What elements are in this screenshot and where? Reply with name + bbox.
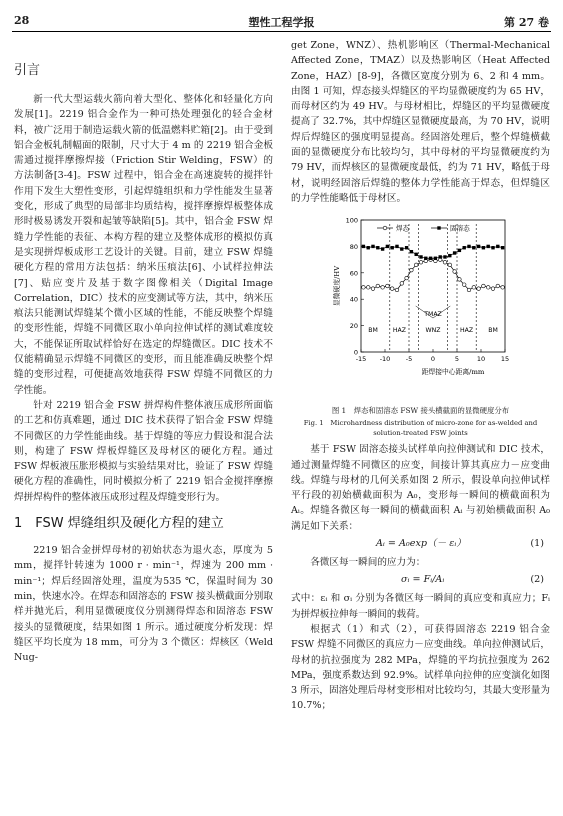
- zone-label: HAZ: [460, 327, 474, 335]
- zone-label: TMAZ: [424, 311, 442, 319]
- x-axis-label: 距焊接中心距离/mm: [421, 368, 485, 377]
- y-tick-label: 20: [349, 322, 358, 331]
- data-point-2: [362, 245, 365, 248]
- data-point-2: [463, 246, 466, 249]
- zone-paragraph: get Zone，WNZ）、热机影响区（Thermal-Mechanical Affected Zone，TMAZ）以及热影响区（Heat Affected Zone，HAZ）[8-9]，各微区宽度分别为 6、2 和 4 mm。由图 1 可知，焊态接头焊缝区的平均显微硬度约为 65 HV，而母材区约为 49 HV。与母材相比，焊缝区的平均显微硬度提高了 32.7%，其中焊缝区显微硬度最高，为 70 HV，说明焊后焊缝区的强度明显提高。经固溶处理后，整个焊缝横截面的显微硬度分布比较均匀，其中母材的平均显微硬度约为 79 HV，而焊核区的显微硬度最低，约为 71 HV，略低于母材，说明经固溶后焊缝的整体力学性能高于焊态，但焊缝区的力学性能略低于母材区。: [291, 40, 551, 204]
- data-point-1: [381, 286, 385, 290]
- y-axis-label: 显微硬度/HV: [333, 266, 341, 307]
- data-point-1: [486, 286, 490, 290]
- data-point-1: [410, 269, 414, 273]
- data-point-2: [395, 245, 398, 248]
- dic-paragraph: 基于 FSW 固溶态接头试样单向拉伸测试和 DIC 技术，通过测量焊缝不同微区的应变，间接计算其真应力－应变曲线。焊缝与母材的几何关系如图 2 所示，假设单向拉伸试样平行段的初始横截面积为 A₀，变形每一瞬间的横截面积为 Aᵢ。焊缝各微区每一瞬间的横截面积 Aᵢ 与初始横截面积 A₀ 满足如下关系：: [291, 444, 550, 532]
- data-point-2: [424, 257, 427, 260]
- data-point-2: [429, 257, 432, 260]
- data-point-2: [477, 245, 480, 248]
- data-point-1: [400, 282, 404, 286]
- legend-label: 焊态: [396, 224, 410, 233]
- x-tick-label: 0: [430, 355, 436, 364]
- data-point-2: [376, 246, 379, 249]
- intro-paragraph-2: 针对 2219 铝合金 FSW 拼焊构件整体液压成形所面临的工艺和仿真难题，通过 DIC 技术获得了铝合金 FSW 焊缝不同微区的力学性能曲线。基于焊缝的等应力假设和混合法则，构建了 FSW 焊板焊缝区及母材区的硬化方程。通过 FSW 焊板液压胀形模拟与实验结果对比，验证了 FSW 焊缝硬化方程的准确性，同时模拟分析了 2219 铝合金搅拌摩擦焊拼焊构件的整体液压成形过程及焊缝变形行为。: [14, 399, 273, 503]
- y-tick-label: 40: [349, 295, 358, 304]
- legend-label: 固溶态: [450, 224, 470, 233]
- equation-2-body: σᵢ = Fᵢ/Aᵢ: [401, 574, 445, 586]
- figure-1-caption-cn: 图 1 焊态和固溶态 FSW 接头横截面的显微硬度分布: [331, 406, 510, 416]
- left-column: [14, 38, 273, 665]
- data-point-2: [443, 256, 446, 259]
- data-point-2: [434, 257, 437, 260]
- figure-1-caption-en: Fig. 1 Microhardness distribution of micro-zone for as-welded and solution-treated FSW joints: [303, 419, 538, 438]
- data-point-1: [448, 263, 452, 267]
- data-point-2: [482, 246, 485, 249]
- data-point-1: [458, 278, 462, 282]
- data-point-2: [400, 248, 403, 251]
- data-point-1: [371, 287, 375, 291]
- x-tick-label: -15: [355, 355, 367, 364]
- page-header: [12, 14, 551, 30]
- equation-1-body: Aᵢ = A₀exp（－ εᵢ）: [376, 538, 466, 550]
- y-tick-label: 0: [353, 348, 358, 357]
- intro-heading: 引言: [14, 63, 41, 78]
- section-1-paragraph: 2219 铝合金拼焊母材的初始状态为退火态，厚度为 5 mm，搅拌针转速为 1000 r · min⁻¹，焊速为 200 mm · min⁻¹；焊后经固溶处理，温度为535 ℃，保温时间为 30 min，快速水冷。在焊态和固溶态的 FSW 接头横截面分别取样并抛光后，利用显微硬度仪分别测得焊态和固溶态 FSW 接头的显微硬度，结果如图 1 所示。通过硬度分析发现：焊缝区平均长度为 18 mm，可分为 3 个微区：焊核区（Weld Nug-: [14, 545, 273, 664]
- zone-label: HAZ: [392, 327, 406, 335]
- data-point-2: [381, 248, 384, 251]
- data-point-2: [453, 252, 456, 255]
- data-point-2: [410, 250, 413, 253]
- data-point-1: [405, 277, 409, 281]
- data-point-1: [467, 288, 471, 292]
- x-tick-label: 5: [454, 355, 460, 364]
- data-point-2: [472, 246, 475, 249]
- x-tick-label: -10: [379, 355, 391, 364]
- data-point-1: [477, 287, 481, 291]
- x-tick-label: 15: [500, 355, 510, 364]
- data-point-2: [415, 253, 418, 256]
- data-point-2: [386, 245, 389, 248]
- data-point-2: [439, 256, 442, 259]
- figure-1: [291, 214, 550, 404]
- data-point-2: [501, 246, 504, 249]
- intro-paragraph-1: 新一代大型运载火箭向着大型化、整体化和轻量化方向发展[1]。2219 铝合金作为一种可热处理强化的轻合金材料，被广泛用于制造运载火箭的低温燃料贮箱[2]。由于受到铝合金板轧制幅面的限制，尺寸大于 4 m 的 2219 铝合金板需通过搅拌摩擦焊接（Friction Stir Welding，FSW）的方法制备[3-4]。FSW 过程中，铝合金在高速旋转的搅拌针作用下发生大塑性变形，引起焊缝组织和力学性能发生显著变化，形成了典型的局部非均质结构，搅拌摩擦焊板整体成形时极易诱发开裂和起皱等缺陷[5]。其中，铝合金 FSW 焊缝力学性能的表征、本构方程的建立及整体成形的模拟仿真是实现拼焊板成形工艺设计的关键。目前，建立 FSW 焊缝硬化方程的常用方法包括：纳米压痕法[6]、小试样拉伸法[7]、贴应变片及基于数字图像相关（Digital Image Correlation，DIC）技术的应变测试等方法，其中，纳米压痕法只能测试焊缝某个微小区域的性能，不能反映整个焊缝的变形性能，焊缝不同微区取小单向拉伸试样的测试难度较大，不能保证所取试样恰好在选定的焊缝微区。DIC 技术不仅能精确显示焊缝不同微区的变形，而且能准确反映整个焊缝的变形过程，可便捷高效地获得 FSW 焊缝不同微区的力学性能。: [14, 94, 273, 396]
- legend-marker: [437, 227, 440, 230]
- volume-label: 第 27 卷: [504, 16, 549, 29]
- data-point-1: [414, 263, 418, 267]
- data-point-2: [371, 245, 374, 248]
- hardness-chart: [291, 214, 550, 404]
- data-point-1: [501, 286, 505, 290]
- data-point-2: [467, 245, 470, 248]
- data-point-2: [448, 254, 451, 257]
- x-tick-label: 10: [476, 355, 486, 364]
- data-point-1: [376, 284, 380, 288]
- data-point-1: [462, 283, 466, 287]
- equation-2: [291, 572, 550, 589]
- zone-label: BM: [488, 327, 498, 335]
- data-point-1: [362, 286, 366, 290]
- x-tick-label: -5: [405, 355, 413, 364]
- data-point-2: [487, 245, 490, 248]
- data-point-1: [443, 261, 447, 265]
- data-point-1: [453, 270, 457, 274]
- legend-marker: [383, 226, 387, 230]
- symbol-definitions: 式中：εᵢ 和 σᵢ 分别为各微区每一瞬间的真应变和真应力；Fᵢ 为拼焊板拉伸每一瞬间的载荷。: [291, 593, 550, 620]
- data-point-2: [419, 256, 422, 259]
- data-point-1: [419, 261, 423, 265]
- data-point-1: [482, 284, 486, 288]
- equation-2-number: (2): [530, 574, 544, 586]
- journal-title: 塑性工程学报: [248, 16, 315, 29]
- data-point-1: [386, 284, 390, 288]
- y-tick-label: 60: [349, 269, 358, 278]
- data-point-1: [496, 284, 500, 288]
- page-number: 28: [14, 14, 30, 27]
- data-point-2: [491, 246, 494, 249]
- right-column: [291, 38, 550, 714]
- header-rule: [12, 31, 551, 32]
- y-tick-label: 100: [345, 216, 358, 225]
- data-point-1: [491, 287, 495, 291]
- data-point-1: [390, 287, 394, 291]
- data-point-2: [405, 246, 408, 249]
- equation-1-number: (1): [530, 538, 544, 550]
- data-point-2: [496, 245, 499, 248]
- data-point-2: [367, 246, 370, 249]
- equation-1: [291, 536, 550, 553]
- data-point-1: [366, 286, 370, 290]
- stress-lead: 各微区每一瞬间的应力为：: [310, 557, 426, 569]
- zone-label: WNZ: [425, 327, 441, 335]
- zone-label: BM: [368, 327, 378, 335]
- section-1-heading: 1 FSW 焊缝组织及硬化方程的建立: [14, 516, 224, 532]
- data-point-1: [395, 288, 399, 292]
- y-tick-label: 80: [349, 243, 358, 252]
- results-paragraph: 根据式（1）和式（2），可获得固溶态 2219 铝合金 FSW 焊缝不同微区的真应力－应变曲线。单向拉伸测试后，母材的抗拉强度为 282 MPa，焊缝的平均抗拉强度为 262 MPa，强度系数达到 92.9%。试样单向拉伸的应变演化如图 3 所示，固溶处理后母材变形相对比较均匀，其最大变形量为 10.7%；: [291, 623, 550, 712]
- data-point-1: [472, 286, 476, 290]
- data-point-2: [391, 246, 394, 249]
- data-point-2: [458, 249, 461, 252]
